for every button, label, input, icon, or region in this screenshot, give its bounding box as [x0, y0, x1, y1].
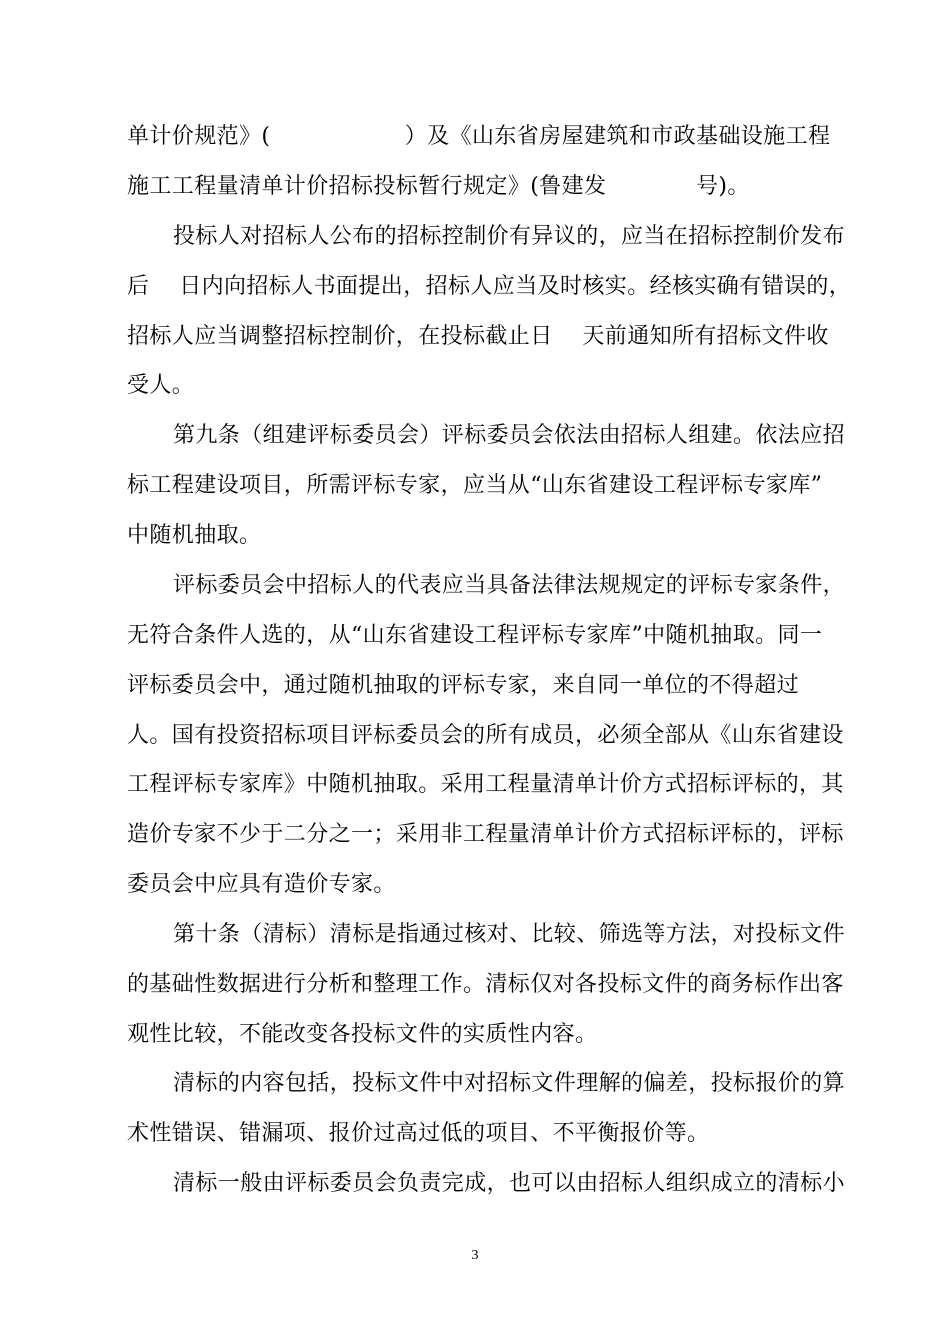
text-line: 观性比较，不能改变各投标文件的实质性内容。 — [127, 1022, 598, 1047]
paragraph-start-line: 清标一般由评标委员会负责完成，也可以由招标人组织成立的清标小 — [173, 1171, 846, 1196]
paragraph-start-line: 第九条（组建评标委员会）评标委员会依法由招标人组建。依法应招 — [173, 423, 846, 448]
page-number: 3 — [471, 1248, 479, 1263]
paragraph-start-line: 评标委员会中招标人的代表应当具备法律法规规定的评标专家条件， — [173, 573, 846, 598]
text-line: 无符合条件人选的，从“山东省建设工程评标专家库”中随机抽取。同一 — [127, 623, 823, 648]
text-line: 的基础性数据进行分析和整理工作。清标仅对各投标文件的商务标作出客 — [127, 972, 844, 997]
text-line: 后 日内向招标人书面提出，招标人应当及时核实。经核实确有错误的， — [127, 274, 852, 299]
paragraph-start-line: 清标的内容包括，投标文件中对招标文件理解的偏差，投标报价的算 — [173, 1071, 846, 1096]
paragraph-start-line: 投标人对招标人公布的招标控制价有异议的，应当在招标控制价发布 — [173, 224, 846, 249]
text-line: 人。国有投资招标项目评标委员会的所有成员，必须全部从《山东省建设 — [127, 723, 844, 748]
text-line: 施工工程量清单计价招标投标暂行规定》(鲁建发 号)。 — [127, 174, 750, 199]
text-line: 单计价规范》( ）及《山东省房屋建筑和市政基础设施工程 — [127, 124, 831, 149]
text-line: 评标委员会中，通过随机抽取的评标专家，来自同一单位的不得超过 — [127, 673, 800, 698]
text-line: 术性错误、错漏项、报价过高过低的项目、不平衡报价等。 — [127, 1121, 710, 1146]
text-line: 标工程建设项目，所需评标专家，应当从“山东省建设工程评标专家库” — [127, 473, 823, 498]
text-line: 工程评标专家库》中随机抽取。采用工程量清单计价方式招标评标的，其 — [127, 772, 844, 797]
paragraph-start-line: 第十条（清标）清标是指通过核对、比较、筛选等方法，对投标文件 — [173, 922, 846, 947]
text-line: 受人。 — [127, 373, 195, 398]
text-line: 造价专家不少于二分之一；采用非工程量清单计价方式招标评标的，评标 — [127, 822, 844, 847]
text-line: 招标人应当调整招标控制价，在投标截止日 天前通知所有招标文件收 — [127, 324, 829, 349]
text-line: 委员会中应具有造价专家。 — [127, 872, 396, 897]
text-line: 中随机抽取。 — [127, 523, 262, 548]
